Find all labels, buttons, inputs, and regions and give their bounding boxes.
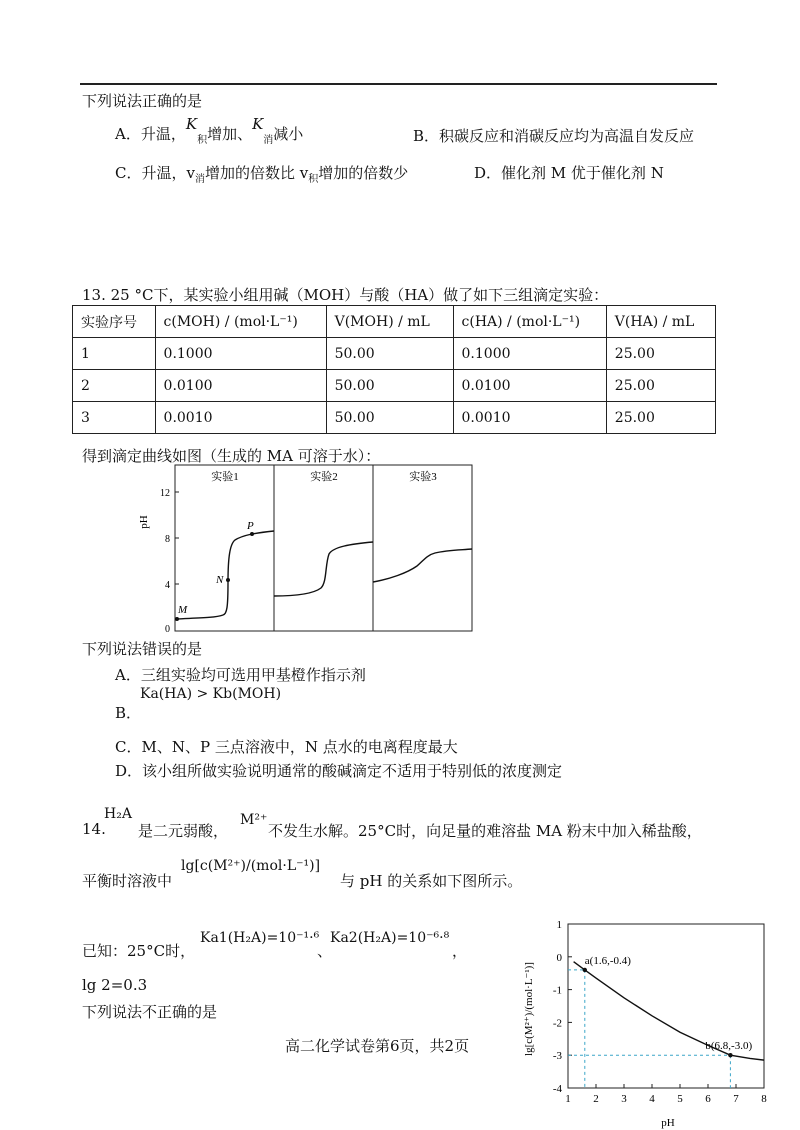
q12-stem: 下列说法正确的是 bbox=[82, 92, 203, 110]
x-tick-label: 7 bbox=[733, 1093, 739, 1105]
q12-option-b: B．积碳反应和消碳反应均为高温自发反应 bbox=[413, 127, 695, 145]
table-cell: 50.00 bbox=[326, 402, 453, 434]
q13-option-d: D．该小组所做实验说明通常的酸碱滴定不适用于特别低的浓度测定 bbox=[115, 762, 563, 780]
table-cell: 0.0100 bbox=[453, 370, 606, 402]
table-cell: 1 bbox=[73, 338, 156, 370]
table-header: 实验序号 bbox=[73, 306, 156, 338]
q14-line2-formula: lg[c(M²⁺)/(mol·L⁻¹)] bbox=[181, 858, 321, 874]
curve-experiment-3 bbox=[373, 549, 472, 582]
data-point bbox=[583, 968, 587, 972]
table-cell: 25.00 bbox=[606, 402, 715, 434]
y-tick-label: 12 bbox=[160, 488, 170, 499]
q14-number: 14. bbox=[82, 820, 106, 838]
y-tick-label: -1 bbox=[552, 984, 562, 997]
q13-question: 下列说法错误的是 bbox=[82, 640, 203, 658]
point-label-m: M bbox=[178, 604, 188, 616]
q14-m2plus: M²⁺ bbox=[240, 812, 268, 828]
q13-option-b-formula: Ka(HA) > Kb(MOH) bbox=[140, 686, 282, 702]
page-footer: 高二化学试卷第6页，共2页 bbox=[285, 1037, 470, 1055]
point-m bbox=[175, 617, 179, 621]
data-point bbox=[728, 1053, 732, 1057]
q13-option-a: A．三组实验均可选用甲基橙作指示剂 bbox=[115, 666, 366, 684]
data-point-label: b(6.8,-3.0) bbox=[705, 1040, 753, 1053]
q14-line2-a: 平衡时溶液中 bbox=[82, 872, 173, 890]
panel-title-1: 实验1 bbox=[211, 471, 239, 483]
curve-intro: 得到滴定曲线如图（生成的 MA 可溶于水）： bbox=[82, 447, 381, 465]
x-tick-label: 5 bbox=[677, 1093, 683, 1105]
y-tick-label: 4 bbox=[165, 580, 170, 591]
plot-frame bbox=[568, 924, 764, 1088]
table-cell: 50.00 bbox=[326, 370, 453, 402]
panel-title-2: 实验2 bbox=[310, 471, 338, 483]
table-cell: 0.0010 bbox=[155, 402, 326, 434]
titration-table bbox=[72, 305, 716, 434]
chart-x-label: pH bbox=[661, 1117, 675, 1129]
top-rule bbox=[80, 83, 717, 85]
q14-h2a: H₂A bbox=[104, 806, 132, 822]
titration-curves-figure bbox=[135, 462, 475, 634]
table-cell: 3 bbox=[73, 402, 156, 434]
table-cell: 25.00 bbox=[606, 370, 715, 402]
y-tick-label: 8 bbox=[165, 534, 170, 545]
table-row bbox=[73, 338, 716, 370]
q14-known: 已知：25°C时， bbox=[82, 942, 196, 960]
table-header: V(MOH) / mL bbox=[326, 306, 453, 338]
table-header: c(MOH) / (mol·L⁻¹) bbox=[155, 306, 326, 338]
q14-chart bbox=[520, 912, 780, 1130]
x-tick-label: 2 bbox=[593, 1093, 599, 1105]
x-tick-label: 8 bbox=[761, 1093, 767, 1105]
point-p bbox=[250, 532, 254, 536]
y-tick-label: 0 bbox=[556, 951, 562, 964]
q14-line1-b: 不发生水解。25°C时，向足量的难溶盐 MA 粉末中加入稀盐酸， bbox=[268, 822, 702, 840]
y-tick-label: -4 bbox=[552, 1083, 562, 1095]
point-label-n: N bbox=[216, 574, 224, 586]
q14-ka2: Ka2(H₂A)=10⁻⁶·⁸ bbox=[330, 930, 450, 946]
x-tick-label: 4 bbox=[649, 1093, 655, 1105]
chart-y-label: lg[c(M²⁺)/(mol·L⁻¹)] bbox=[523, 962, 535, 1056]
q14-separator: 、 bbox=[317, 942, 333, 960]
q13-stem: 13. 25 °C下，某实验小组用碱（MOH）与酸（HA）做了如下三组滴定实验： bbox=[82, 286, 609, 304]
x-tick-label: 6 bbox=[705, 1093, 711, 1105]
q14-ka1: Ka1(H₂A)=10⁻¹·⁶ bbox=[200, 930, 320, 946]
q13-option-b-label: B． bbox=[115, 704, 142, 722]
table-cell: 0.0010 bbox=[453, 402, 606, 434]
data-point-label: a(1.6,-0.4) bbox=[584, 954, 631, 967]
figure-frame bbox=[175, 465, 472, 631]
table-header: c(HA) / (mol·L⁻¹) bbox=[453, 306, 606, 338]
q14-question: 下列说法不正确的是 bbox=[82, 1003, 218, 1021]
table-cell: 0.1000 bbox=[453, 338, 606, 370]
y-axis-label: pH bbox=[138, 515, 150, 529]
point-n bbox=[226, 578, 230, 582]
q12-option-c: C．升温，$v_消$增加的倍数比 $v_积$增加的倍数少 bbox=[115, 164, 409, 185]
q14-line1-a: 是二元弱酸， bbox=[138, 822, 229, 840]
table-row bbox=[73, 402, 716, 434]
table-cell: 50.00 bbox=[326, 338, 453, 370]
table-cell: 2 bbox=[73, 370, 156, 402]
q14-comma: ， bbox=[452, 942, 468, 960]
curve-experiment-2 bbox=[274, 542, 373, 596]
table-header: V(HA) / mL bbox=[606, 306, 715, 338]
point-label-p: P bbox=[247, 520, 254, 532]
table-header-row bbox=[73, 306, 716, 338]
panel-title-3: 实验3 bbox=[409, 471, 437, 483]
table-row bbox=[73, 370, 716, 402]
q14-lg2: lg 2=0.3 bbox=[82, 976, 148, 994]
table-cell: 25.00 bbox=[606, 338, 715, 370]
y-tick-label: 1 bbox=[556, 919, 562, 931]
q14-line2-b: 与 pH 的关系如下图所示。 bbox=[340, 872, 523, 890]
y-tick-label: -2 bbox=[552, 1017, 562, 1030]
y-tick-label: -3 bbox=[552, 1050, 562, 1063]
q13-option-c: C．M、N、P 三点溶液中，N 点水的电离程度最大 bbox=[115, 738, 458, 756]
table-cell: 0.1000 bbox=[155, 338, 326, 370]
x-tick-label: 3 bbox=[621, 1093, 627, 1105]
x-tick-label: 1 bbox=[565, 1093, 571, 1105]
curve-experiment-1 bbox=[176, 531, 274, 619]
q12-option-a: A．升温，$K_积$增加、$K_消$减小 bbox=[115, 115, 304, 146]
q12-option-d: D．催化剂 M 优于催化剂 N bbox=[474, 164, 664, 182]
y-tick-label: 0 bbox=[165, 624, 170, 634]
table-cell: 0.0100 bbox=[155, 370, 326, 402]
